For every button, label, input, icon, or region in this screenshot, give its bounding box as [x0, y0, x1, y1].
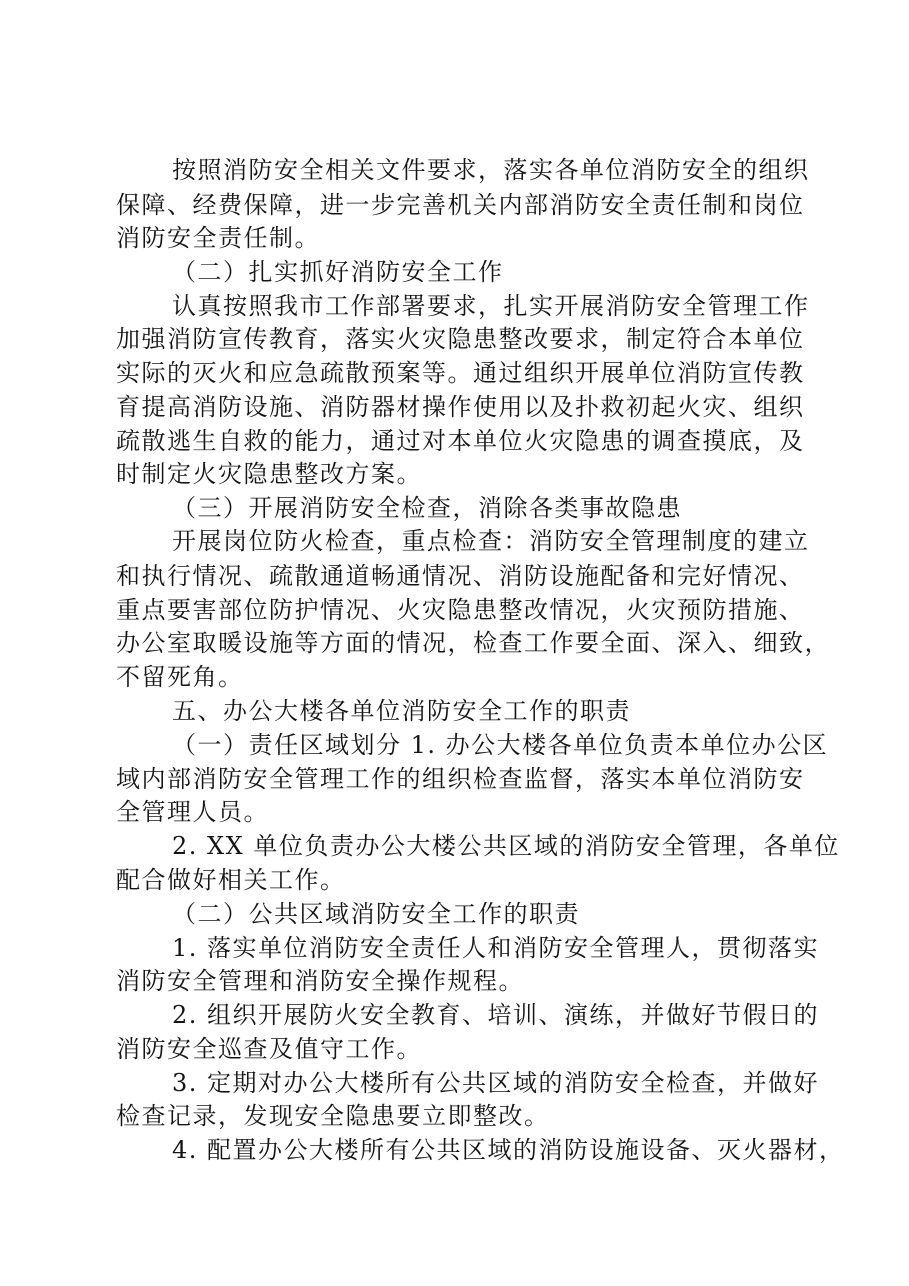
list-item: 2. 组织开展防火安全教育、培训、演练，并做好节假日的: [172, 1001, 820, 1029]
paragraph-line: 办公室取暖设施等方面的情况，检查工作要全面、深入、细致，: [116, 629, 830, 657]
paragraph-line: 疏散逃生自救的能力，通过对本单位火灾隐患的调查摸底，及: [116, 427, 805, 455]
paragraph-line: 保障、经费保障，进一步完善机关内部消防安全责任制和岗位: [116, 191, 805, 219]
section-heading: 五、办公大楼各单位消防安全工作的职责: [172, 697, 631, 725]
paragraph-line: 实际的灭火和应急疏散预案等。通过组织开展单位消防宣传教: [116, 359, 805, 387]
section-heading: （三）开展消防安全检查，消除各类事故隐患: [172, 494, 682, 522]
paragraph-line: 消防安全巡查及值守工作。: [116, 1035, 422, 1063]
subsection-heading: （二）公共区域消防安全工作的职责: [172, 900, 580, 928]
section-heading: （二）扎实抓好消防安全工作: [172, 258, 504, 286]
paragraph-line: 认真按照我市工作部署要求，扎实开展消防安全管理工作: [172, 292, 810, 320]
paragraph-line: 和执行情况、疏散通道畅通情况、消防设施配备和完好情况、: [116, 562, 805, 590]
paragraph-line: 消防安全责任制。: [116, 224, 320, 252]
list-item: 4. 配置办公大楼所有公共区域的消防设施设备、灭火器材，: [172, 1136, 845, 1164]
paragraph-line: 配合做好相关工作。: [116, 866, 346, 894]
paragraph-line: 消防安全管理和消防安全操作规程。: [116, 967, 524, 995]
paragraph-line: 全管理人员。: [116, 798, 269, 826]
paragraph-line: 开展岗位防火检查，重点检查：消防安全管理制度的建立: [172, 527, 810, 555]
list-item: 1. 落实单位消防安全责任人和消防安全管理人，贯彻落实: [172, 934, 820, 962]
paragraph-line: 按照消防安全相关文件要求，落实各单位消防安全的组织: [172, 156, 810, 184]
paragraph-line: 加强消防宣传教育，落实火灾隐患整改要求，制定符合本单位: [116, 325, 805, 353]
paragraph-line: 不留死角。: [116, 663, 244, 691]
paragraph-line: 检查记录，发现安全隐患要立即整改。: [116, 1102, 550, 1130]
paragraph-line: 域内部消防安全管理工作的组织检查监督，落实本单位消防安: [116, 765, 805, 793]
paragraph-line: 重点要害部位防护情况、火灾隐患整改情况，火灾预防措施、: [116, 596, 805, 624]
paragraph-line: 时制定火灾隐患整改方案。: [116, 460, 422, 488]
paragraph-line: 育提高消防设施、消防器材操作使用以及扑救初起火灾、组织: [116, 393, 805, 421]
subsection-heading: （一）责任区域划分 1. 办公大楼各单位负责本单位办公区: [172, 731, 829, 759]
list-item: 3. 定期对办公大楼所有公共区域的消防安全检查，并做好: [172, 1069, 820, 1097]
list-item: 2. XX 单位负责办公大楼公共区域的消防安全管理，各单位: [172, 832, 840, 860]
